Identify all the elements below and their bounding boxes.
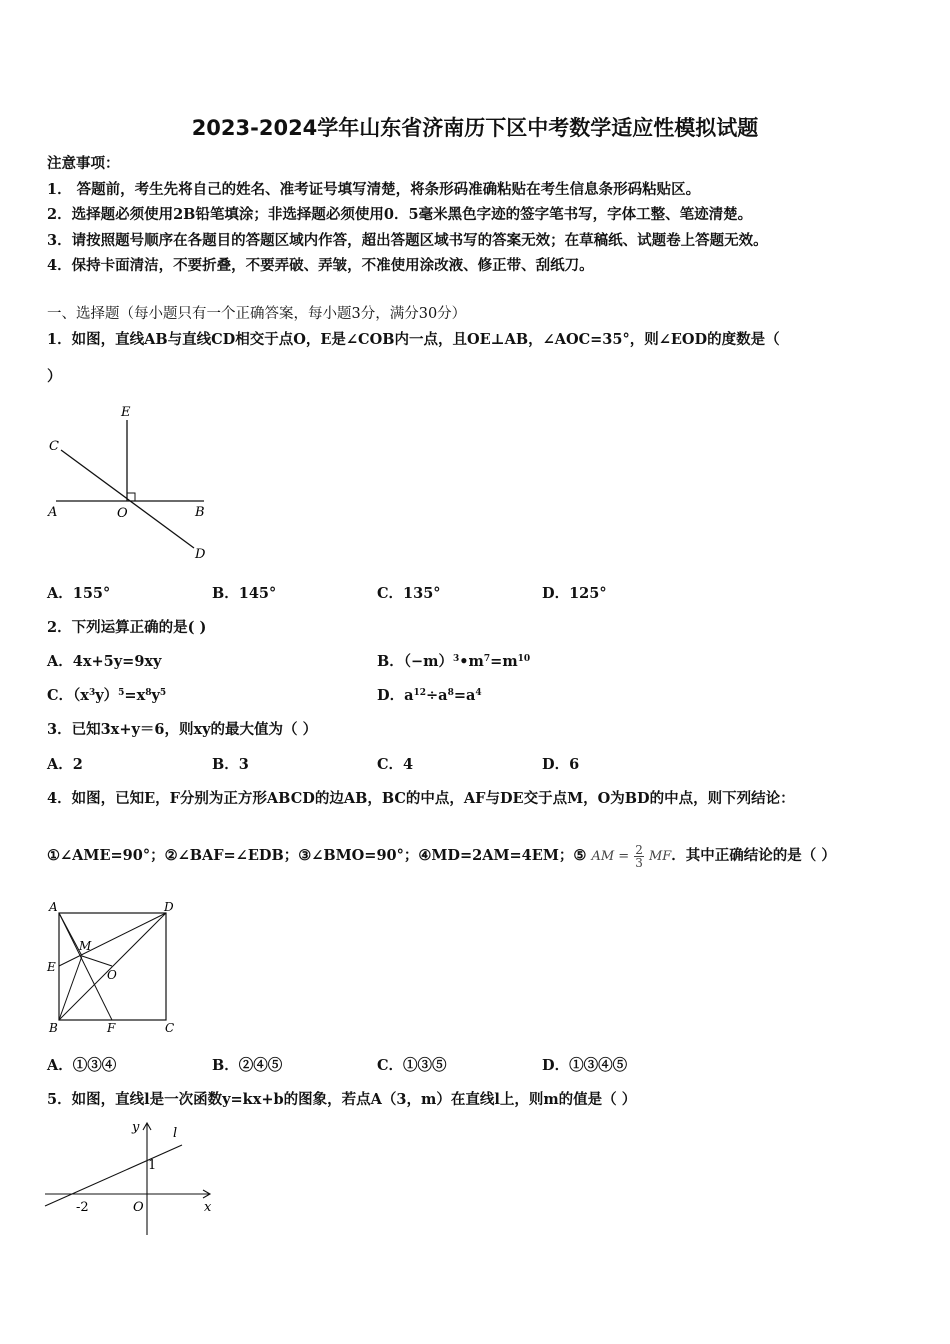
fraction-left: AM = bbox=[591, 849, 630, 864]
expr-part: =a bbox=[453, 687, 476, 704]
label-o: O bbox=[107, 968, 117, 982]
note-item: 4．保持卡面清洁，不要折叠，不要弄破、弄皱，不准使用涂改液、修正带、刮纸刀。 bbox=[47, 257, 594, 274]
exponent: 12 bbox=[413, 688, 427, 698]
q2-text: 2．下列运算正确的是( ) bbox=[47, 619, 207, 636]
notes-block bbox=[47, 152, 768, 280]
page-title: 2023-2024学年山东省济南历下区中考数学适应性模拟试题 bbox=[191, 116, 759, 140]
exponent: 5 bbox=[118, 688, 125, 698]
q1-option-a: A．155° bbox=[47, 585, 111, 602]
q1-text-tail: ） bbox=[47, 368, 62, 385]
option-label: D． bbox=[377, 687, 405, 704]
expr-part: a bbox=[404, 687, 414, 704]
q2-option-d bbox=[377, 684, 482, 705]
label-b: B bbox=[49, 1021, 58, 1035]
segment-af bbox=[59, 913, 112, 1020]
section-heading: 一、选择题（每小题只有一个正确答案，每小题3分，满分30分） bbox=[47, 306, 467, 322]
conclusions-tail: ．其中正确结论的是（ ） bbox=[671, 847, 836, 864]
fraction-right: MF bbox=[648, 849, 672, 864]
fraction-denominator: 3 bbox=[635, 855, 643, 870]
label-c: C bbox=[165, 1021, 175, 1035]
expr-part: ÷a bbox=[426, 687, 448, 704]
exponent: 8 bbox=[145, 688, 152, 698]
exponent: 5 bbox=[159, 688, 167, 698]
q5-figure bbox=[40, 1115, 220, 1245]
exponent: 4 bbox=[475, 688, 482, 698]
expr-part: （x bbox=[73, 687, 89, 704]
expr-part: =x bbox=[124, 687, 146, 704]
exponent: 10 bbox=[517, 654, 531, 664]
note-item: 1． 答题前，考生先将自己的姓名、准考证号填写清楚，将条形码准确粘贴在考生信息条形码粘贴区。 bbox=[47, 180, 701, 198]
expr-part: （−m） bbox=[403, 653, 454, 670]
q5-text: 5．如图，直线l是一次函数y=kx+b的图象，若点A（3，m）在直线l上，则m的值是（ ） bbox=[47, 1091, 637, 1108]
label-one: 1 bbox=[148, 1158, 157, 1173]
label-d: D bbox=[195, 547, 206, 562]
label-m: M bbox=[79, 939, 92, 953]
fraction bbox=[634, 844, 644, 869]
q1-option-b: B．145° bbox=[212, 585, 277, 602]
label-a: A bbox=[49, 900, 58, 914]
exponent: 8 bbox=[447, 688, 454, 698]
option-label: A． bbox=[47, 653, 73, 670]
expr-part: y） bbox=[95, 687, 119, 704]
line-l bbox=[45, 1145, 182, 1206]
label-d: D bbox=[164, 900, 174, 914]
q1-option-c: C．135° bbox=[377, 585, 441, 602]
fraction-numerator: 2 bbox=[635, 842, 643, 857]
q2-option-c bbox=[47, 684, 166, 705]
expr-part: y bbox=[151, 687, 160, 704]
q1-text: 1．如图，直线AB与直线CD相交于点O，E是∠COB内一点，且OE⊥AB，∠AOC=35°，则∠EOD的度数是（ bbox=[47, 331, 780, 348]
segment-de bbox=[59, 913, 166, 966]
label-y: y bbox=[132, 1120, 140, 1135]
label-e: E bbox=[47, 960, 56, 974]
q4-option-c: C．①③⑤ bbox=[377, 1057, 447, 1074]
segment-mo bbox=[82, 956, 112, 966]
q4-text: 4．如图，已知E，F分别为正方形ABCD的边AB，BC的中点，AF与DE交于点M，O为BD的中点，则下列结论： bbox=[47, 790, 795, 807]
q4-conclusions bbox=[47, 842, 836, 871]
option-label: B． bbox=[377, 653, 404, 670]
note-item: 2．选择题必须使用2B铅笔填涂；非选择题必须使用0．5毫米黑色字迹的签字笔书写，字体工整、笔迹清楚。 bbox=[47, 206, 753, 223]
label-a: A bbox=[48, 505, 58, 520]
option-expr: 4x+5y=9xy bbox=[72, 653, 162, 670]
expr-part: =m bbox=[490, 653, 518, 670]
label-origin: O bbox=[133, 1200, 144, 1215]
notes-heading: 注意事项： bbox=[47, 155, 120, 172]
segment-mb bbox=[59, 956, 82, 1020]
note-item: 3．请按照题号顺序在各题目的答题区域内作答，超出答题区域书写的答案无效；在草稿纸、试题卷上答题无效。 bbox=[47, 231, 768, 249]
label-l: l bbox=[173, 1126, 178, 1141]
expr-part: •m bbox=[459, 653, 484, 670]
q3-option-b: B．3 bbox=[212, 756, 249, 773]
q3-text: 3．已知3x+y＝6，则xy的最大值为（ ） bbox=[47, 721, 318, 738]
q2-option-a bbox=[47, 650, 161, 671]
label-e: E bbox=[121, 405, 131, 420]
label-o: O bbox=[117, 506, 128, 521]
exponent: 3 bbox=[453, 654, 460, 664]
label-b: B bbox=[195, 505, 205, 520]
segment-bd bbox=[59, 913, 166, 1020]
conclusions-text: ①∠AME=90°；②∠BAF=∠EDB；③∠BMO=90°；④MD=2AM=4EM；⑤ bbox=[47, 847, 587, 864]
label-c: C bbox=[49, 439, 59, 454]
q4-figure bbox=[44, 898, 184, 1038]
label-x: x bbox=[204, 1200, 212, 1215]
label-neg2: -2 bbox=[76, 1200, 89, 1215]
q3-option-d: D．6 bbox=[542, 756, 580, 773]
exponent: 7 bbox=[483, 654, 491, 664]
q4-option-a: A．①③④ bbox=[47, 1057, 117, 1074]
option-label: C． bbox=[47, 687, 74, 704]
q1-figure bbox=[44, 400, 219, 565]
q3-option-c: C．4 bbox=[377, 756, 414, 773]
q2-option-b bbox=[377, 650, 530, 671]
label-f: F bbox=[107, 1021, 116, 1035]
exponent: 3 bbox=[88, 688, 96, 698]
q4-option-d: D．①③④⑤ bbox=[542, 1057, 628, 1074]
q4-option-b: B．②④⑤ bbox=[212, 1057, 283, 1074]
q1-option-d: D．125° bbox=[542, 585, 607, 602]
q3-option-a: A．2 bbox=[47, 756, 83, 773]
